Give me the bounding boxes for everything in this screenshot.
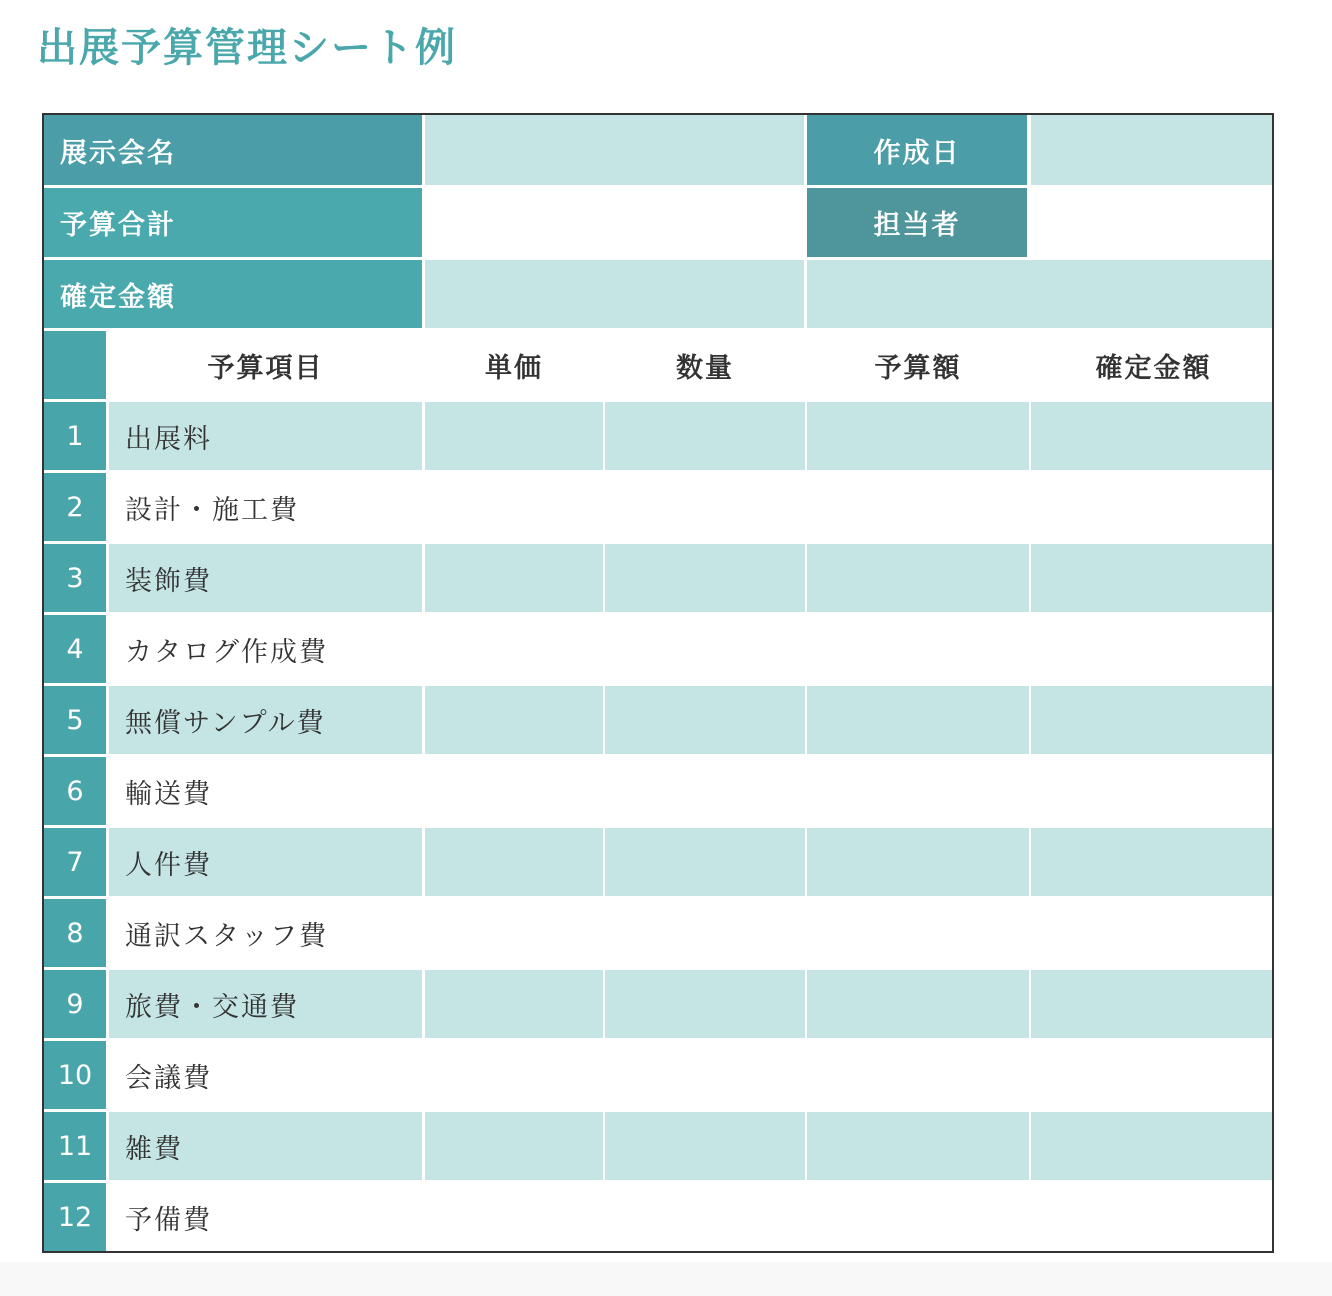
- quantity-cell[interactable]: [605, 544, 805, 612]
- created-date-field[interactable]: [1031, 115, 1274, 185]
- row-number: 9: [44, 970, 106, 1038]
- row-number: 7: [44, 828, 106, 896]
- header-number-cell: [44, 331, 106, 399]
- row-budget-item: 予備費: [125, 1204, 212, 1236]
- unit-price-cell[interactable]: [425, 970, 603, 1038]
- confirmed-amount-cell[interactable]: [1031, 1112, 1274, 1180]
- confirmed-amount-cell[interactable]: [1031, 757, 1274, 825]
- unit-price-cell[interactable]: [425, 1112, 603, 1180]
- row-budget-item: 無償サンプル費: [109, 686, 422, 754]
- row-number: 4: [44, 615, 106, 683]
- row-number: 3: [44, 544, 106, 612]
- page-title: 出展予算管理シート例: [37, 25, 457, 71]
- budget-amount-cell[interactable]: [807, 1183, 1029, 1251]
- row-number: 10: [44, 1041, 106, 1109]
- row-budget-item: 出展料: [109, 402, 422, 470]
- row-budget-item: 設計・施工費: [125, 494, 299, 526]
- confirmed-amount-cell[interactable]: [1031, 828, 1274, 896]
- created-date-label: 作成日: [807, 115, 1027, 185]
- row-number: 5: [44, 686, 106, 754]
- budget-total-label: 予算合計: [44, 188, 422, 257]
- header-budget-item: 予算項目: [207, 352, 324, 384]
- quantity-cell[interactable]: [605, 1112, 805, 1180]
- quantity-cell[interactable]: [605, 473, 805, 541]
- unit-price-cell[interactable]: [425, 757, 603, 825]
- row-budget-item: 旅費・交通費: [109, 970, 422, 1038]
- budget-amount-cell[interactable]: [807, 473, 1029, 541]
- row-budget-item: 装飾費: [109, 544, 422, 612]
- budget-amount-cell[interactable]: [807, 1041, 1029, 1109]
- quantity-cell[interactable]: [605, 1041, 805, 1109]
- row-budget-item: 会議費: [125, 1062, 212, 1094]
- budget-amount-cell[interactable]: [807, 828, 1029, 896]
- confirmed-amount-cell[interactable]: [1031, 686, 1274, 754]
- budget-sheet: [42, 113, 1274, 1253]
- budget-amount-cell[interactable]: [807, 544, 1029, 612]
- quantity-cell[interactable]: [605, 615, 805, 683]
- header-quantity: 数量: [676, 352, 734, 384]
- quantity-cell[interactable]: [605, 970, 805, 1038]
- confirmed-amount-cell[interactable]: [1031, 899, 1274, 967]
- unit-price-cell[interactable]: [425, 473, 603, 541]
- header-unit-price: 単価: [485, 352, 543, 384]
- row-number: 11: [44, 1112, 106, 1180]
- page-footer-strip: [0, 1262, 1332, 1296]
- header-budget-amount: 予算額: [874, 352, 962, 384]
- exhibition-name-field[interactable]: [425, 115, 804, 185]
- row-number: 12: [44, 1183, 106, 1251]
- budget-amount-cell[interactable]: [807, 686, 1029, 754]
- confirmed-amount-cell[interactable]: [1031, 615, 1274, 683]
- budget-amount-cell[interactable]: [807, 402, 1029, 470]
- budget-amount-cell[interactable]: [807, 970, 1029, 1038]
- exhibition-name-label: 展示会名: [44, 115, 422, 185]
- row-number: 6: [44, 757, 106, 825]
- quantity-cell[interactable]: [605, 1183, 805, 1251]
- header-confirmed-amount: 確定金額: [1095, 352, 1212, 384]
- quantity-cell[interactable]: [605, 757, 805, 825]
- unit-price-cell[interactable]: [425, 1041, 603, 1109]
- budget-amount-cell[interactable]: [807, 615, 1029, 683]
- confirmed-amount-cell[interactable]: [1031, 970, 1274, 1038]
- quantity-cell[interactable]: [605, 686, 805, 754]
- budget-amount-cell[interactable]: [807, 1112, 1029, 1180]
- budget-amount-cell[interactable]: [807, 899, 1029, 967]
- budget-total-field[interactable]: [425, 188, 804, 257]
- row-budget-item: カタログ作成費: [125, 636, 328, 668]
- person-in-charge-field[interactable]: [1031, 188, 1274, 257]
- row-number: 2: [44, 473, 106, 541]
- confirmed-amount-field-2[interactable]: [807, 260, 1274, 328]
- person-in-charge-label: 担当者: [807, 188, 1027, 257]
- row-budget-item: 輸送費: [125, 778, 212, 810]
- row-number: 1: [44, 402, 106, 470]
- row-budget-item: 人件費: [109, 828, 422, 896]
- unit-price-cell[interactable]: [425, 402, 603, 470]
- confirmed-amount-cell[interactable]: [1031, 402, 1274, 470]
- row-number: 8: [44, 899, 106, 967]
- row-budget-item: 通訳スタッフ費: [125, 920, 328, 952]
- unit-price-cell[interactable]: [425, 544, 603, 612]
- quantity-cell[interactable]: [605, 402, 805, 470]
- unit-price-cell[interactable]: [425, 899, 603, 967]
- confirmed-amount-field-1[interactable]: [425, 260, 804, 328]
- unit-price-cell[interactable]: [425, 828, 603, 896]
- quantity-cell[interactable]: [605, 828, 805, 896]
- unit-price-cell[interactable]: [425, 615, 603, 683]
- unit-price-cell[interactable]: [425, 686, 603, 754]
- budget-amount-cell[interactable]: [807, 757, 1029, 825]
- quantity-cell[interactable]: [605, 899, 805, 967]
- row-budget-item: 雑費: [109, 1112, 422, 1180]
- confirmed-amount-label: 確定金額: [44, 260, 422, 328]
- confirmed-amount-cell[interactable]: [1031, 544, 1274, 612]
- confirmed-amount-cell[interactable]: [1031, 1041, 1274, 1109]
- confirmed-amount-cell[interactable]: [1031, 473, 1274, 541]
- unit-price-cell[interactable]: [425, 1183, 603, 1251]
- confirmed-amount-cell[interactable]: [1031, 1183, 1274, 1251]
